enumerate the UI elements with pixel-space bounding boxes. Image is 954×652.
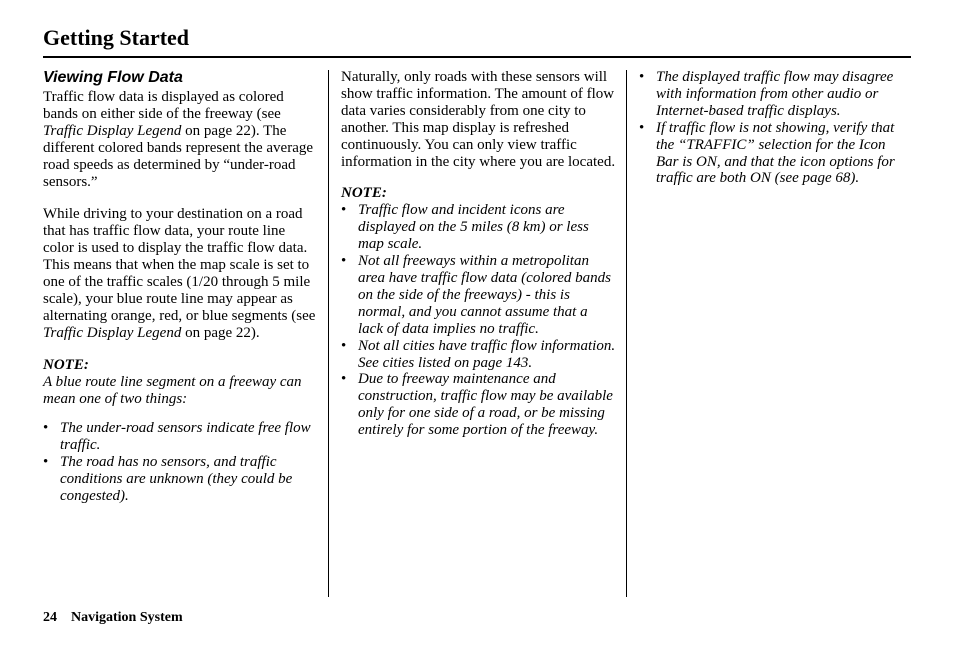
note-label: NOTE: xyxy=(43,356,89,373)
bullet-list-3 xyxy=(639,69,911,187)
list-item-text: Not all cities have traffic flow information. See cities listed on page 143. xyxy=(358,337,616,371)
page-number: 24 xyxy=(43,610,57,625)
page-title: Getting Started xyxy=(43,25,190,50)
bullet-icon: • xyxy=(341,253,347,270)
bullet-icon: • xyxy=(639,69,645,85)
column-1 xyxy=(43,68,317,505)
list-item-text: Not all freeways within a metropolitan area have traffic flow data (colored bands on the side of the freeways) - this is normal, and you cannot assume that a lack of data implies no traffic. xyxy=(358,253,612,337)
paragraph-2 xyxy=(43,206,317,341)
note-label: NOTE: xyxy=(341,185,387,202)
list-item xyxy=(341,371,616,439)
bullet-icon: • xyxy=(341,371,347,388)
list-item xyxy=(341,202,616,253)
list-item-text: If traffic flow is not showing, verify that the “TRAFFIC” selection for the Icon Bar is ON, and that the icon options for traffic are both ON (see page 68). xyxy=(656,119,895,187)
paragraph-2-text-b: on page 22). xyxy=(181,324,260,341)
legend-reference-1: Traffic Display Legend xyxy=(43,122,182,139)
list-item-text: Due to freeway maintenance and construction, traffic flow may be available only for one side of a road, or be missing entirely for some portion of the freeway. xyxy=(358,371,613,439)
section-heading: Viewing Flow Data xyxy=(43,69,183,86)
list-item xyxy=(341,338,616,372)
list-item xyxy=(43,454,317,505)
bullet-icon: • xyxy=(341,202,347,219)
paragraph-2-text-a: While driving to your destination on a road that has traffic flow data, your route line color is used to display the traffic flow data. This means that when the map scale is set to one of the traffic scales (1/20 through 5 mile scale), your blue route line may appear as alternating orange, red, or blue segments (see xyxy=(43,206,316,324)
column-divider-2 xyxy=(626,70,627,597)
bullet-list-1 xyxy=(43,420,317,505)
bullet-icon: • xyxy=(43,420,49,437)
paragraph-3: Naturally, only roads with these sensors will show traffic information. The amount of flow data varies considerably from one city to another. This map display is refreshed continuously. You can only view traffic information in the city where you are located. xyxy=(341,69,616,170)
column-2 xyxy=(341,68,616,439)
header-rule xyxy=(43,56,911,58)
note-text: A blue route line segment on a freeway can mean one of two things: xyxy=(43,373,302,407)
bullet-icon: • xyxy=(43,454,49,471)
footer-section-label: Navigation System xyxy=(71,610,183,625)
list-item-text: The displayed traffic flow may disagree with information from other audio or Internet-based traffic displays. xyxy=(656,69,894,119)
list-item xyxy=(639,120,911,188)
list-item xyxy=(639,69,911,120)
list-item-text: The under-road sensors indicate free flow traffic. xyxy=(60,420,311,454)
list-item xyxy=(43,420,317,454)
paragraph-1 xyxy=(43,89,317,190)
paragraph-1-text-b: on page 22). The different colored bands represent the average road speeds as determined by “under-road sensors.” xyxy=(43,122,314,190)
list-item xyxy=(341,253,616,338)
page-footer xyxy=(43,610,183,626)
column-divider-1 xyxy=(328,70,329,597)
list-item-text: Traffic flow and incident icons are displayed on the 5 miles (8 km) or less map scale. xyxy=(358,202,589,253)
bullet-list-2 xyxy=(341,202,616,439)
paragraph-1-text-a: Traffic flow data is displayed as colored bands on either side of the freeway (see xyxy=(43,89,284,122)
column-3 xyxy=(639,68,911,187)
legend-reference-2: Traffic Display Legend xyxy=(43,324,182,341)
bullet-icon: • xyxy=(341,337,347,354)
list-item-text: The road has no sensors, and traffic conditions are unknown (they could be congested). xyxy=(60,454,293,505)
bullet-icon: • xyxy=(639,119,645,136)
